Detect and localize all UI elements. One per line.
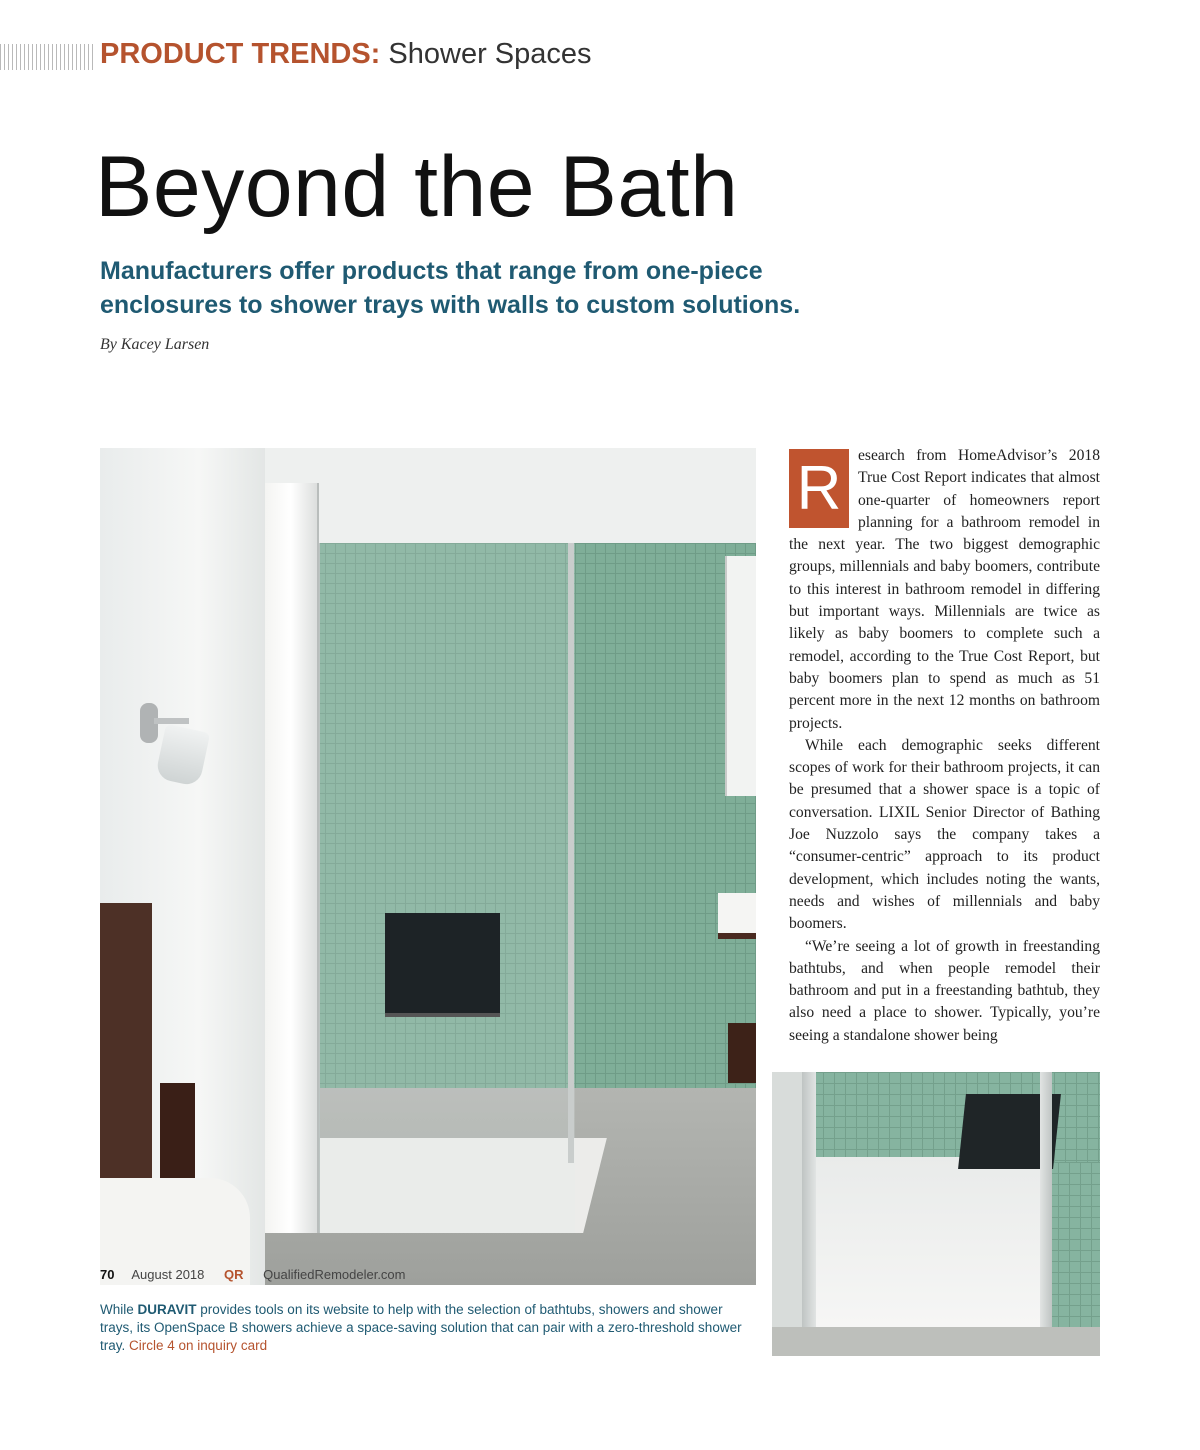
caption-prefix: While <box>100 1302 138 1317</box>
article-headline: Beyond the Bath <box>95 139 739 235</box>
paragraph-1-text: esearch from HomeAdvisor’s 2018 True Cost Report indicates that almost one-quarter of homeowners report planning for a bathroom remodel in the next year. The two biggest demographic groups, millennials and baby boomers, contribute to this interest in bathroom remodel in differing but important ways. Millennials are twice as likely as baby boomers to complete such a remodel, according to the True Cost Report, but baby boomers plan to spend as much as 51 percent more in the next 12 months on bathroom projects. <box>789 447 1100 732</box>
lamp-arm <box>154 718 189 724</box>
article-deck <box>100 254 900 322</box>
photo-fold-down-seat <box>385 913 500 1017</box>
article-byline: By Kacey Larsen <box>100 336 210 353</box>
photo-cabinet <box>728 1023 756 1083</box>
photo-pillar <box>265 483 319 1233</box>
caption-text: provides tools on its website to help with the selection of bathtubs, showers and shower trays, its OpenSpace B showers achieve a space-saving solution that can pair with a zero-threshold shower tray. <box>100 1302 742 1353</box>
section-header <box>100 38 592 71</box>
photo-ceiling <box>265 448 756 543</box>
inset-frame-left <box>802 1072 816 1356</box>
inset-shower-tray <box>802 1157 1047 1327</box>
photo-glass-frame <box>568 543 574 1163</box>
section-kicker: PRODUCT TRENDS: <box>100 38 381 70</box>
photo-caption <box>100 1301 750 1355</box>
photo-sink <box>718 893 756 939</box>
body-paragraph <box>789 445 1100 735</box>
photo-glass-panel <box>317 543 575 1233</box>
main-shower-photo <box>100 448 756 1285</box>
page-footer <box>100 1267 406 1282</box>
dropcap: R <box>789 449 849 528</box>
body-paragraph: While each demographic seeks different scopes of work for their bathroom projects, it can be presumed that a shower space is a topic of conversation. LIXIL Senior Director of Bathing Joe Nuzzolo says the company takes a “consumer-centric” approach to its product development, which includes noting the wants, needs and wishes of millennials and baby boomers. <box>789 736 1100 933</box>
section-topic: Shower Spaces <box>380 38 592 70</box>
qr-logo: QR <box>224 1267 244 1282</box>
caption-brand: DURAVIT <box>137 1302 197 1317</box>
photo-mirror <box>725 556 756 796</box>
page-number: 70 <box>100 1267 115 1282</box>
article-body <box>789 445 1100 1045</box>
inset-shower-photo <box>772 1072 1100 1356</box>
caption-inquiry-note: Circle 4 on inquiry card <box>129 1338 268 1353</box>
photo-wall-lamp <box>140 703 200 783</box>
deck-line-1: Manufacturers offer products that range from one-piece <box>100 257 763 285</box>
header-barcode-decoration <box>0 44 96 70</box>
body-paragraph: “We’re seeing a lot of growth in freestanding bathtubs, and when people remodel their bathroom and put in a freestanding bathtub, they also need a place to shower. Typically, you’re seeing a standalone shower being <box>789 937 1100 1044</box>
inset-floor <box>772 1327 1100 1356</box>
issue-date: August 2018 <box>131 1267 205 1282</box>
website-url: QualifiedRemodeler.com <box>263 1267 406 1282</box>
inset-frame-right <box>1040 1072 1052 1356</box>
deck-line-2: enclosures to shower trays with walls to custom solutions. <box>100 291 801 319</box>
